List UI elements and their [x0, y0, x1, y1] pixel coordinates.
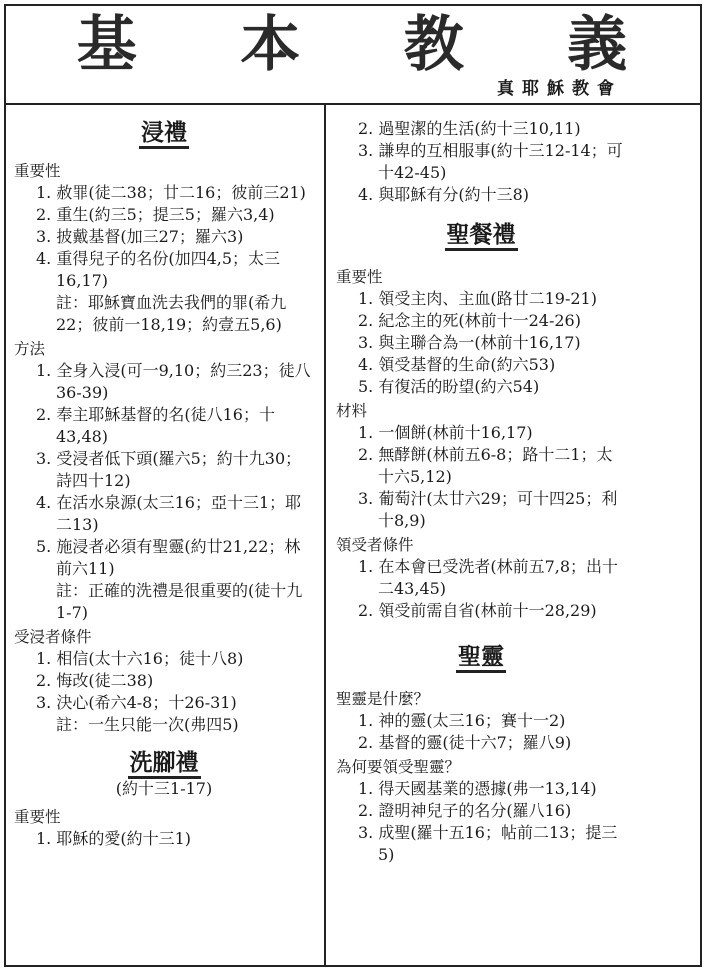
list-item: 2. 奉主耶穌基督的名(徒八16；十43,48) — [36, 405, 275, 446]
header — [6, 6, 700, 105]
section-subtitle: (約十三1-17) — [115, 779, 213, 798]
list-item: 2. 基督的靈(徒十六7；羅八9) — [358, 733, 572, 752]
list-item: 2. 過聖潔的生活(約十三10,11) — [358, 119, 581, 138]
column-divider — [324, 103, 326, 965]
list-item: 1. 神的靈(太三16；賽十一2) — [358, 711, 566, 730]
list-item: 3. 受浸者低下頭(羅六5；約十九30；詩四十12) — [36, 449, 302, 490]
list-item: 1. 相信(太十六16；徒十八8) — [36, 649, 244, 668]
title-char: 本 — [240, 10, 303, 80]
list-item: 2. 無酵餅(林前五6-8；路十二1；太十六5,12) — [358, 445, 613, 486]
list-item: 4. 在活水泉源(太三16；亞十三1；耶二13) — [36, 493, 302, 534]
section-title-footwashing: 洗腳禮 — [14, 748, 314, 778]
list-item: 3. 披戴基督(加三27；羅六3) — [36, 227, 244, 246]
title-char: 義 — [567, 10, 630, 80]
subheading-importance: 重要性 — [336, 268, 383, 286]
list-item: 5. 施浸者必須有聖靈(約廿21,22；林前六11) — [36, 537, 301, 578]
list-item: 3. 決心(希六4-8；十26-31) — [36, 693, 237, 712]
title-char: 基 — [76, 10, 139, 80]
publisher-name: 真耶穌教會 — [497, 79, 622, 99]
note: 註：一生只能一次(弗四5) — [56, 715, 239, 734]
list-item: 3. 成聖(羅十五16；帖前二13；提三5) — [358, 823, 618, 864]
list-item: 1. 一個餅(林前十16,17) — [358, 423, 533, 442]
right-column — [336, 106, 626, 965]
list-item: 3. 謙卑的互相服事(約十三12-14；可十42-45) — [358, 141, 623, 182]
list-item: 2. 悔改(徒二38) — [36, 671, 154, 690]
list-item: 1. 得天國基業的憑據(弗一13,14) — [358, 779, 597, 798]
list-item: 5. 有復活的盼望(約六54) — [358, 377, 540, 396]
list-item: 4. 重得兒子的名份(加四4,5；太三16,17) — [36, 249, 281, 290]
list-item: 1. 全身入浸(可一9,10；約三23；徒八36-39) — [36, 361, 311, 402]
subheading-conditions: 受浸者條件 — [14, 628, 92, 646]
subheading-importance: 重要性 — [14, 808, 61, 826]
list-item: 2. 重生(約三5；提三5；羅六3,4) — [36, 205, 275, 224]
list-item: 3. 與主聯合為一(林前十16,17) — [358, 333, 581, 352]
subheading-recipients: 領受者條件 — [336, 536, 414, 554]
list-item: 2. 證明神兒子的名分(羅八16) — [358, 801, 572, 820]
subheading-importance: 重要性 — [14, 162, 61, 180]
note: 註：正確的洗禮是很重要的(徒十九1-7) — [56, 581, 303, 622]
list-item: 1. 赦罪(徒二38；廿二16；彼前三21) — [36, 183, 306, 202]
list-item: 1. 耶穌的愛(約十三1) — [36, 829, 192, 848]
title-char: 教 — [403, 10, 466, 80]
section-title-baptism: 浸禮 — [14, 118, 314, 148]
subheading-materials: 材料 — [336, 402, 368, 420]
page-title — [6, 10, 700, 80]
list-item: 1. 領受主肉、主血(路廿二19-21) — [358, 289, 597, 308]
list-item: 4. 領受基督的生命(約六53) — [358, 355, 556, 374]
list-item: 3. 葡萄汁(太廿六29；可十四25；利十8,9) — [358, 489, 618, 530]
note: 註：耶穌寶血洗去我們的罪(希九22；彼前一18,19；約壹五5,6) — [56, 293, 287, 334]
subheading-why: 為何要領受聖靈？ — [336, 758, 461, 776]
list-item: 2. 領受前需自省(林前十一28,29) — [358, 601, 597, 620]
left-column — [14, 106, 314, 965]
list-item: 1. 在本會已受洗者(林前五7,8；出十二43,45) — [358, 557, 619, 598]
page-frame — [4, 4, 702, 967]
list-item: 4. 與耶穌有分(約十三8) — [358, 185, 530, 204]
list-item: 2. 紀念主的死(林前十一24-26) — [358, 311, 581, 330]
subheading-what: 聖靈是什麼？ — [336, 690, 430, 708]
section-title-holyspirit: 聖靈 — [336, 642, 626, 672]
subheading-method: 方法 — [14, 340, 46, 358]
section-title-communion: 聖餐禮 — [336, 220, 626, 250]
